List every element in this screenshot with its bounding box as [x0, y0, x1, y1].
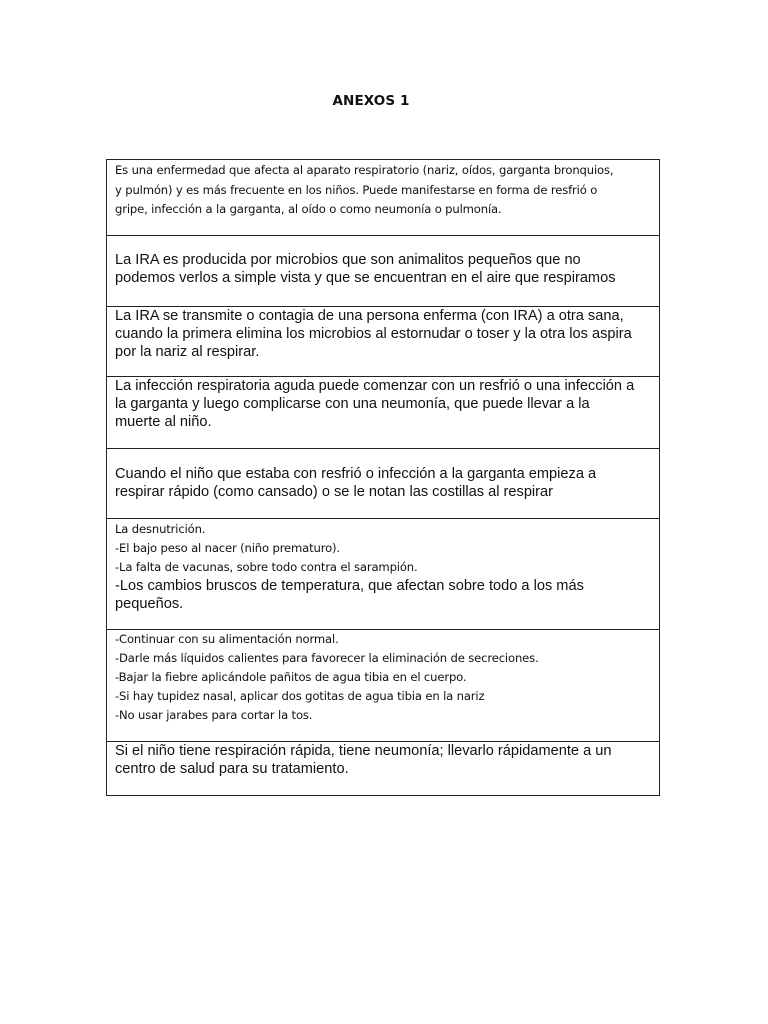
row-text-line: por la nariz al respirar. — [115, 344, 260, 360]
row-text-line: y pulmón) y es más frecuente en los niños. Puede manifestarse en forma de resfrió o — [115, 182, 598, 197]
table-row-referral — [107, 742, 659, 795]
row-text-line: muerte al niño. — [115, 414, 212, 430]
table-row-warning-signs — [107, 449, 659, 519]
row-text-line: La IRA es producida por microbios que son animalitos pequeños que no — [115, 252, 581, 268]
row-text-line: centro de salud para su tratamiento. — [115, 761, 349, 777]
row-text-line: -Los cambios bruscos de temperatura, que afectan sobre todo a los más — [115, 578, 584, 594]
table-row-risk-factors — [107, 519, 659, 630]
row-text-line: La desnutrición. — [115, 522, 206, 536]
row-text-line: -Si hay tupidez nasal, aplicar dos gotitas de agua tibia en la nariz — [115, 689, 485, 703]
row-text-line: podemos verlos a simple vista y que se encuentran en el aire que respiramos — [115, 270, 616, 286]
row-text-line: -No usar jarabes para cortar la tos. — [115, 708, 313, 722]
row-text-line: respirar rápido (como cansado) o se le notan las costillas al respirar — [115, 484, 554, 500]
row-text-line: -Continuar con su alimentación normal. — [115, 632, 339, 646]
row-text-line: -El bajo peso al nacer (niño prematuro). — [115, 541, 340, 555]
row-text-line: -Bajar la fiebre aplicándole pañitos de agua tibia en el cuerpo. — [115, 670, 467, 684]
table-row-cause — [107, 236, 659, 307]
row-text-line: pequeños. — [115, 596, 184, 612]
table-row-complication — [107, 377, 659, 449]
row-text-line: la garganta y luego complicarse con una neumonía, que puede llevar a la — [115, 396, 590, 412]
row-text-line: -Darle más líquidos calientes para favorecer la eliminación de secreciones. — [115, 651, 539, 665]
row-text-line: Si el niño tiene respiración rápida, tiene neumonía; llevarlo rápidamente a un — [115, 743, 612, 759]
row-text-line: Es una enfermedad que afecta al aparato respiratorio (nariz, oídos, garganta bronquios, — [115, 163, 614, 177]
table-row-definition — [107, 160, 659, 236]
row-text-line: gripe, infección a la garganta, al oído o como neumonía o pulmonía. — [115, 202, 502, 216]
row-text-line: cuando la primera elimina los microbios al estornudar o toser y la otra los aspira — [115, 326, 632, 342]
table-row-transmission — [107, 307, 659, 377]
row-text-line: La IRA se transmite o contagia de una persona enferma (con IRA) a otra sana, — [115, 308, 624, 324]
row-text-line: Cuando el niño que estaba con resfrió o infección a la garganta empieza a — [115, 466, 597, 482]
row-text-line: -La falta de vacunas, sobre todo contra el sarampión. — [115, 560, 418, 574]
annex-table — [106, 159, 660, 796]
table-row-home-care — [107, 630, 659, 742]
row-text-line: La infección respiratoria aguda puede comenzar con un resfrió o una infección a — [115, 378, 635, 394]
page-title: ANEXOS 1 — [332, 93, 410, 109]
